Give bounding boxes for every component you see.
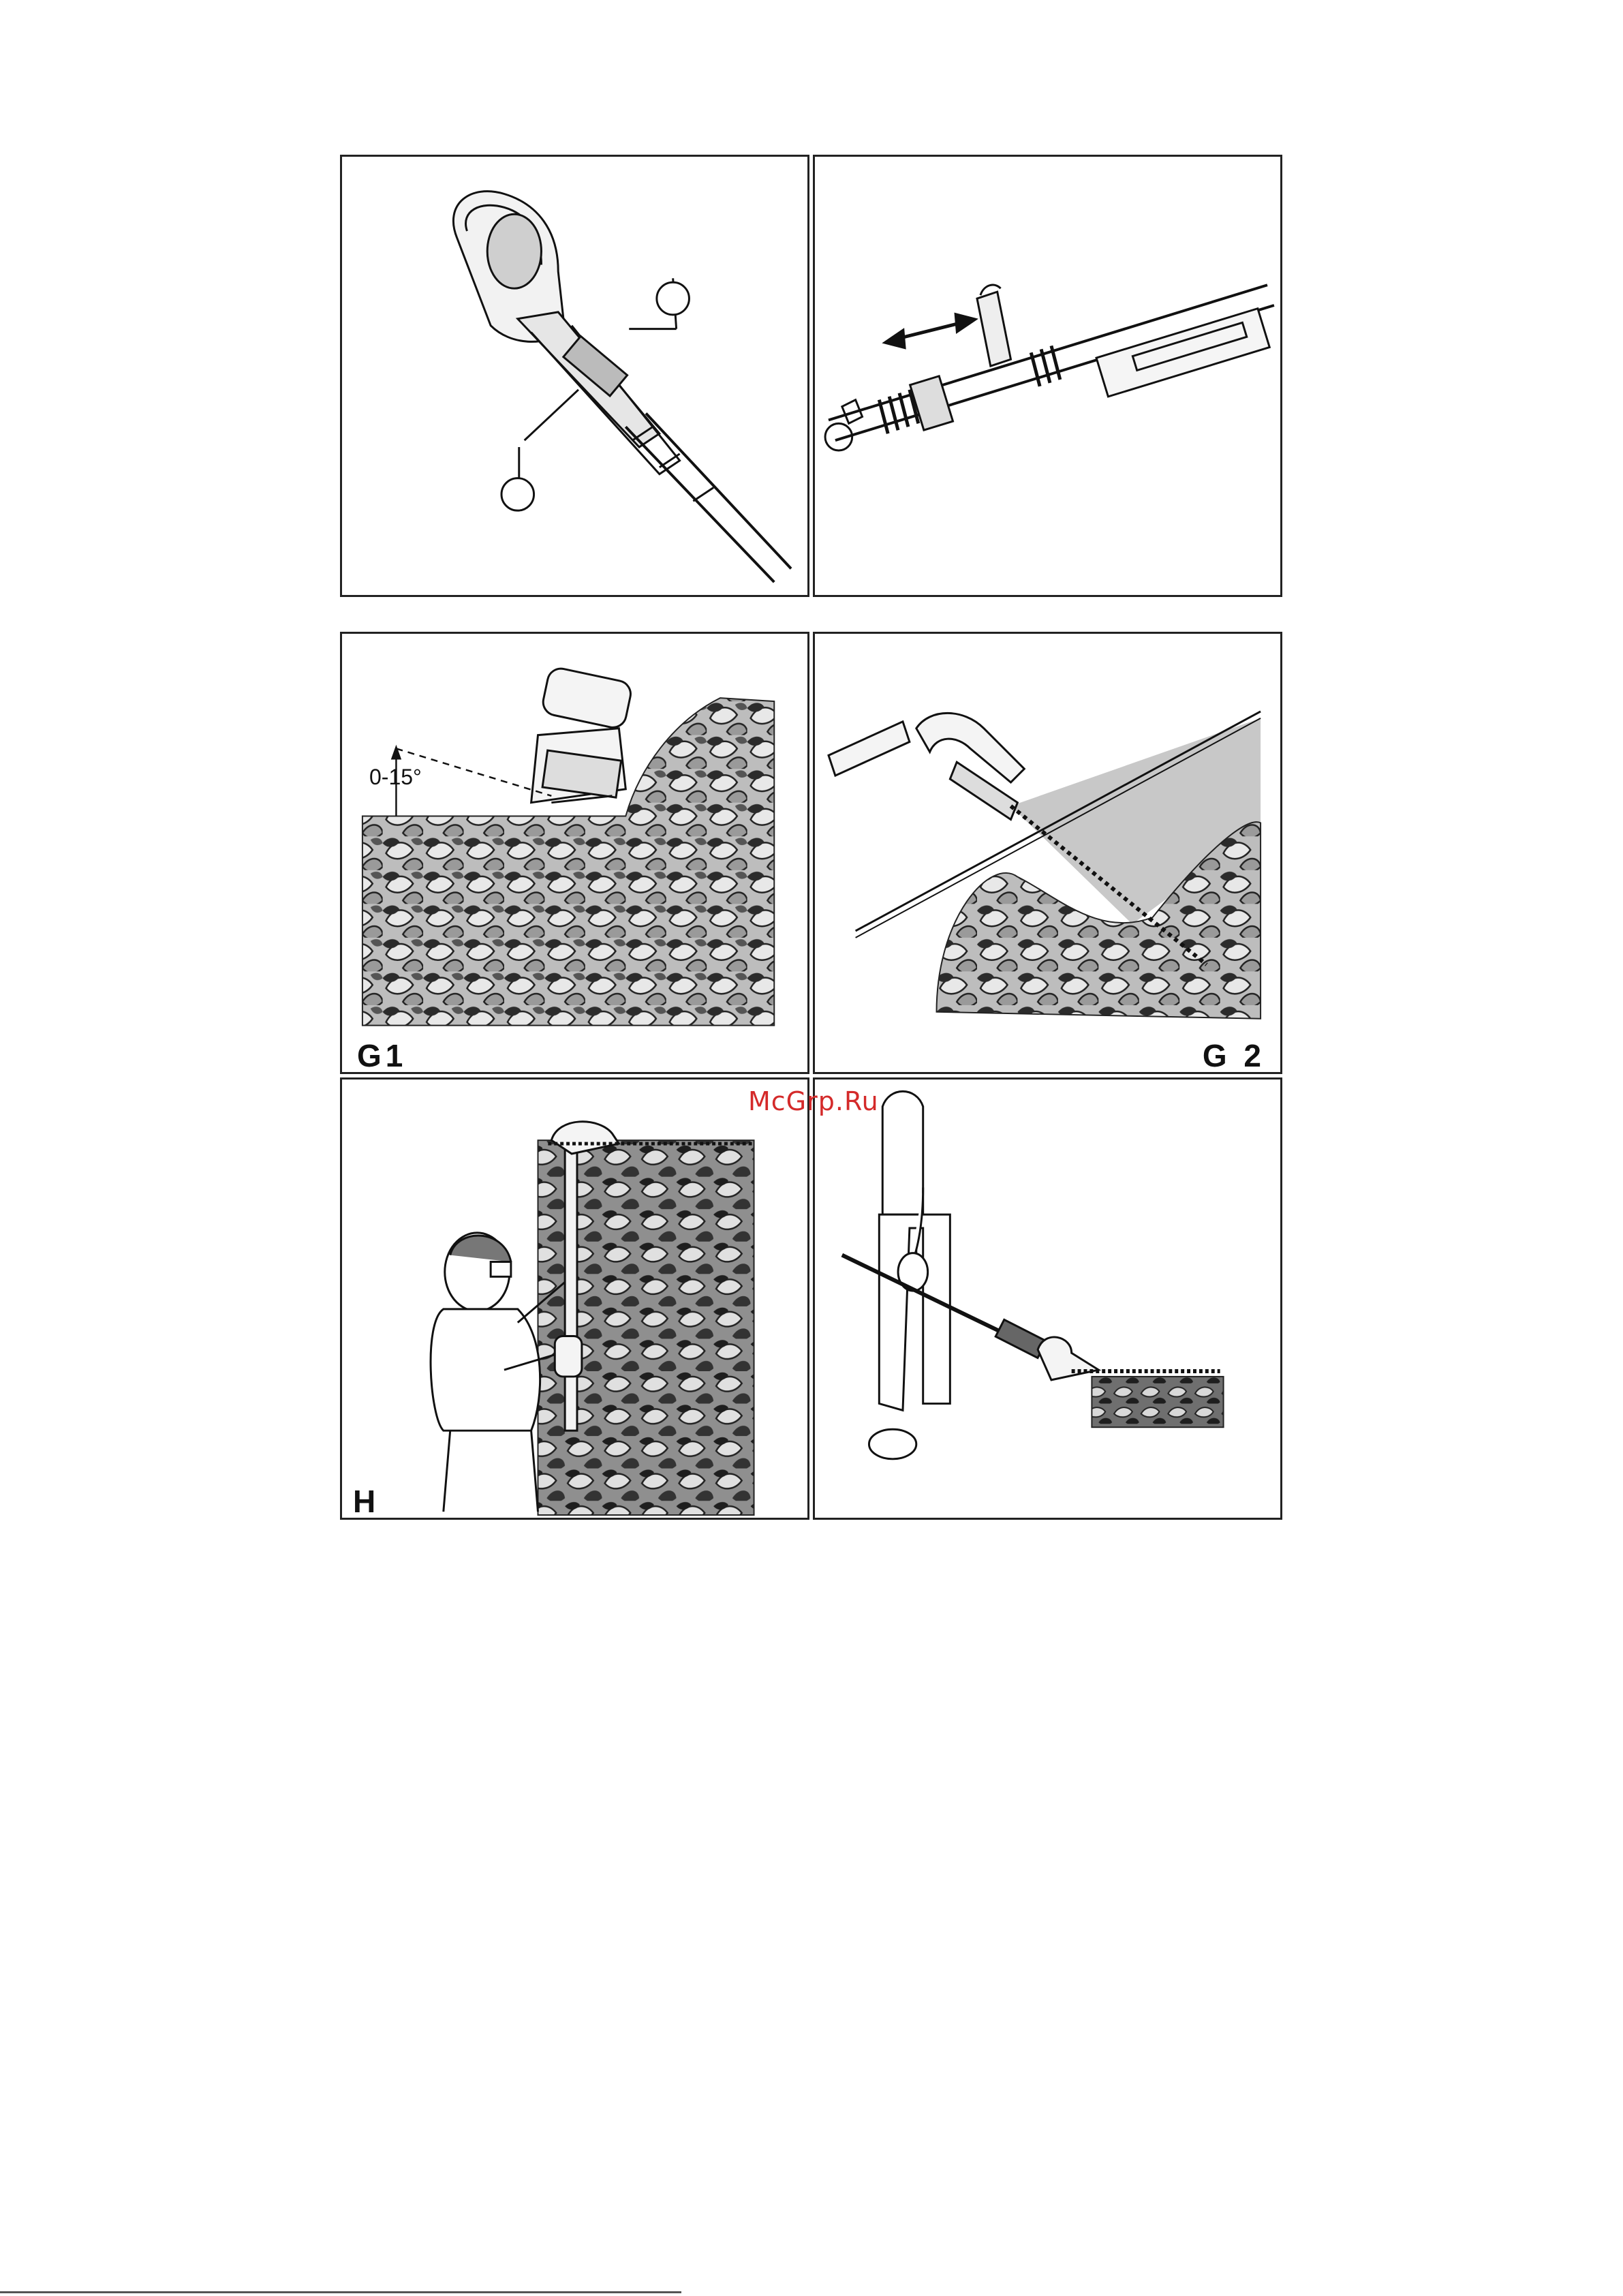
figure-label-g2: G 2 [1202, 1038, 1265, 1073]
callout-circle-1 [657, 282, 690, 315]
cutting-angle-label: 0-15° [369, 765, 422, 789]
g2-illustration [815, 634, 1280, 1072]
handle-illustration [342, 157, 807, 595]
figure-label-g1: G1 [357, 1038, 407, 1073]
figure-panel-low-hedge [813, 1077, 1282, 1520]
figure-panel-g1 [340, 632, 809, 1074]
g1-illustration [342, 634, 807, 1072]
figure-panel-g2 [813, 632, 1282, 1074]
figure-panel-h [340, 1077, 809, 1520]
h-illustration [342, 1080, 807, 1518]
watermark: McGrp.Ru [748, 1086, 879, 1116]
low-hedge-illustration [815, 1080, 1280, 1518]
callout-circle-2 [501, 478, 534, 511]
figure-panel-handle-callouts [340, 155, 809, 597]
page-footer-rule [0, 2291, 681, 2293]
figure-label-h: H [353, 1484, 380, 1519]
figure-panel-telescopic-adjust [813, 155, 1282, 597]
shaft-illustration [815, 157, 1280, 595]
